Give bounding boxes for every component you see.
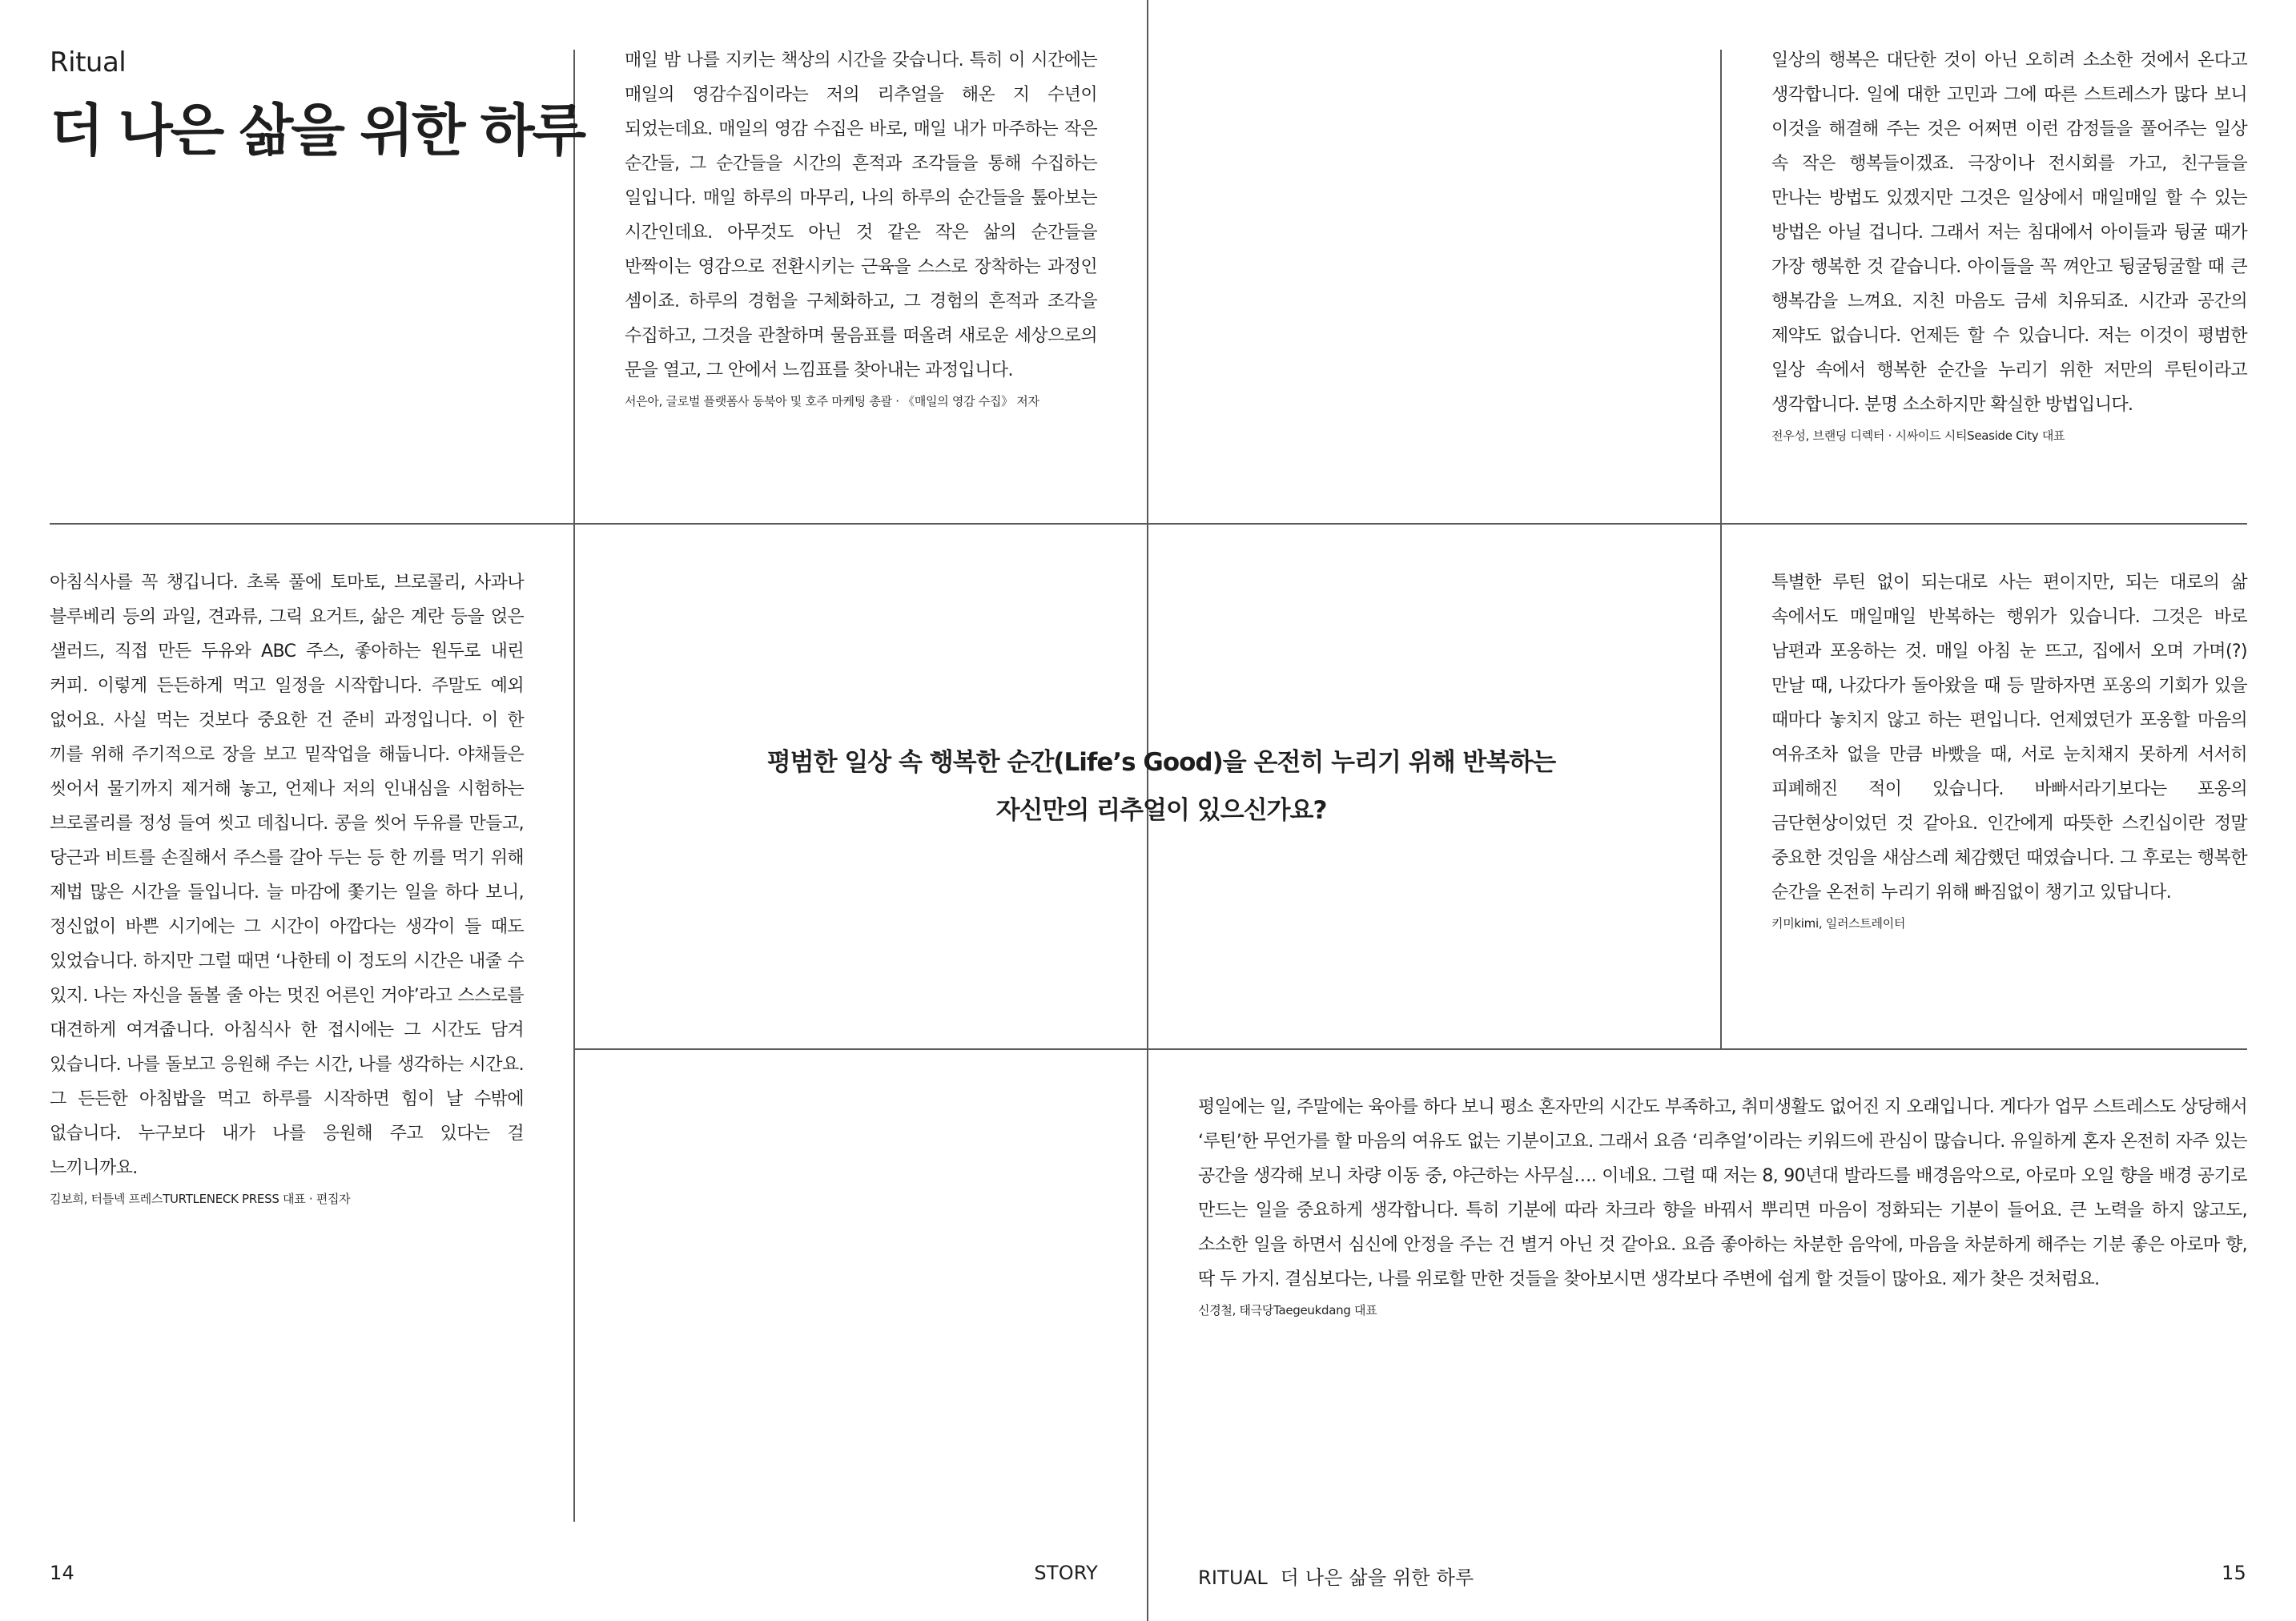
essay-credit: 김보희, 터틀넥 프레스TURTLENECK PRESS 대표 · 편집자	[50, 1192, 351, 1206]
essay-body: 아침식사를 꼭 챙깁니다. 초록 풀에 토마토, 브로콜리, 사과나 블루베리 등의 과일, 견과류, 그릭 요거트, 삶은 계란 등을 얹은 샐러드, 직접 만든 두유와 ABC 주스, 좋아하는 원두로 내린 커피. 이렇게 든든하게 먹고 일정을 시작합니다. 주말도 예외 없어요. 사실 먹는 것보다 중요한 건 준비 과정입니다. 이 한 끼를 위해 주기적으로 장을 보고 밑작업을 해둡니다. 야채들은 씻어서 물기까지 제거해 놓고, 언제나 저의 인내심을 시험하는 브로콜리를 정성 들여 씻고 데칩니다. 콩을 씻어 두유를 만들고, 당근과 비트를 손질해서 주스를 갈아 두는 등 한 끼를 먹기 위해 제법 많은 시간을 들입니다. 늘 마감에 쫓기는 일을 하다 보니, 정신없이 바쁜 시기에는 그 시간이 아깝다는 생각이 들 때도 있었습니다. 하지만 그럴 때면 ‘나한테 이 정도의 시간은 내줄 수 있지. 나는 자신을 돌볼 줄 아는 멋진 어른인 거야’라고 스스로를 대견하게 여겨줍니다. 아침식사 한 접시에는 그 시간도 담겨 있습니다. 나를 돌보고 응원해 주는 시간, 나를 생각하는 시간요. 그 든든한 아침밥을 먹고 하루를 시작하면 힘이 날 수밖에 없습니다. 누구보다 내가 나를 응원해 주고 있다는 걸 느끼니까요.	[50, 573, 524, 1178]
quote-line-2: 자신만의 리추얼이 있으신가요?	[995, 796, 1327, 825]
essay-body: 특별한 루틴 없이 되는대로 사는 편이지만, 되는 대로의 삶 속에서도 매일매일 반복하는 행위가 있습니다. 그것은 바로 남편과 포옹하는 것. 매일 아침 눈 뜨고, 집에서 오며 가며(?) 만날 때, 나갔다가 돌아왔을 때 등 말하자면 포옹의 기회가 있을 때마다 놓치지 않고 하는 편입니다. 언제였던가 포옹할 마음의 여유조차 없을 만큼 바빴을 때, 서로 눈치채지 못하게 서서히 피폐해진 적이 있습니다. 바빠서라기보다는 포옹의 금단현상이었던 것 같아요. 인간에게 따뜻한 스킨십이란 정말 중요한 것임을 새삼스레 체감했던 때였습니다. 그 후로는 행복한 순간을 온전히 누리기 위해 빠짐없이 챙기고 있답니다.	[1771, 573, 2247, 903]
footer-story-label: STORY	[1034, 1562, 1098, 1584]
essay-middle-left	[50, 565, 524, 1208]
section-label: Ritual	[50, 46, 127, 78]
essay-credit: 키미kimi, 일러스트레이터	[1771, 916, 1906, 931]
page-headline: 더 나은 삶을 위한 하루	[50, 98, 585, 163]
divider-vertical-right-column	[1720, 50, 1722, 1049]
divider-horizontal-top-row	[50, 523, 2247, 525]
essay-top-right	[1771, 43, 2247, 444]
page-number-left: 14	[50, 1562, 74, 1584]
essay-body: 일상의 행복은 대단한 것이 아닌 오히려 소소한 것에서 온다고 생각합니다. 일에 대한 고민과 그에 따른 스트레스가 많다 보니 이것을 해결해 주는 것은 어쩌면 이런 감정들을 풀어주는 일상 속 작은 행복들이겠죠. 극장이나 전시회를 가고, 친구들을 만나는 방법도 있겠지만 그것은 일상에서 매일매일 할 수 있는 방법은 아닐 겁니다. 그래서 저는 침대에서 아이들과 뒹굴 때가 가장 행복한 것 같습니다. 아이들을 꼭 껴안고 뒹굴뒹굴할 때 큰 행복감을 느껴요. 지친 마음도 금세 치유되죠. 시간과 공간의 제약도 없습니다. 언제든 할 수 있습니다. 저는 이것이 평범한 일상 속에서 행복한 순간을 누리기 위한 저만의 루틴이라고 생각합니다. 분명 소소하지만 확실한 방법입니다.	[1771, 50, 2247, 415]
quote-line-1: 평범한 일상 속 행복한 순간(Life’s Good)을 온전히 누리기 위해 반복하는	[766, 748, 1556, 777]
essay-top-left	[625, 43, 1097, 410]
essay-credit: 신경철, 태극당Taegeukdang 대표	[1198, 1303, 1377, 1317]
essay-credit: 서은아, 글로벌 플랫폼사 동북아 및 호주 마케팅 총괄 · 《매일의 영감 수집》 저자	[625, 394, 1039, 408]
essay-body: 매일 밤 나를 지키는 책상의 시간을 갖습니다. 특히 이 시간에는 매일의 영감수집이라는 저의 리추얼을 해온 지 수년이 되었는데요. 매일의 영감 수집은 바로, 매일 내가 마주하는 작은 순간들, 그 순간들을 시간의 흔적과 조각들을 통해 수집하는 일입니다. 매일 하루의 마무리, 나의 하루의 순간들을 톺아보는 시간인데요. 아무것도 아닌 것 같은 작은 삶의 순간들을 반짝이는 영감으로 전환시키는 근육을 스스로 장착하는 과정인 셈이죠. 하루의 경험을 구체화하고, 그 경험의 흔적과 조각을 수집하고, 그것을 관찰하며 물음표를 떠올려 새로운 세상으로의 문을 열고, 그 안에서 느낌표를 찾아내는 과정입니다.	[625, 50, 1097, 380]
divider-horizontal-middle-row	[573, 1048, 2247, 1050]
essay-credit: 전우성, 브랜딩 디렉터 · 시싸이드 시티Seaside City 대표	[1771, 428, 2065, 443]
center-quote	[625, 738, 1698, 835]
divider-vertical-left-column	[573, 50, 575, 1522]
page-number-right: 15	[2222, 1562, 2246, 1584]
essay-bottom-right	[1198, 1090, 2247, 1319]
essay-middle-right	[1771, 565, 2247, 932]
essay-body: 평일에는 일, 주말에는 육아를 하다 보니 평소 혼자만의 시간도 부족하고, 취미생활도 없어진 지 오래입니다. 게다가 업무 스트레스도 상당해서 ‘루틴’한 무언가를 할 마음의 여유도 없는 기분이고요. 그래서 요즘 ‘리추얼’이라는 키워드에 관심이 많습니다. 유일하게 혼자 온전히 자주 있는 공간을 생각해 보니 차량 이동 중, 야근하는 사무실…. 이네요. 그럴 때 저는 8, 90년대 발라드를 배경음악으로, 아로마 오일 향을 배경 공기로 만드는 일을 중요하게 생각합니다. 특히 기분에 따라 차크라 향을 바꿔서 뿌리면 마음이 정화되는 기분이 들어요. 큰 노력을 하지 않고도, 소소한 일을 하면서 심신에 안정을 주는 건 별거 아닌 것 같아요. 요즘 좋아하는 차분한 음악에, 마음을 차분하게 해주는 기분 좋은 아로마 향, 딱 두 가지. 결심보다는, 나를 위로할 만한 것들을 찾아보시면 생각보다 주변에 쉽게 할 것들이 많아요. 제가 찾은 것처럼요.	[1198, 1097, 2247, 1289]
running-head-right: RITUAL 더 나은 삶을 위한 하루	[1198, 1567, 1474, 1589]
